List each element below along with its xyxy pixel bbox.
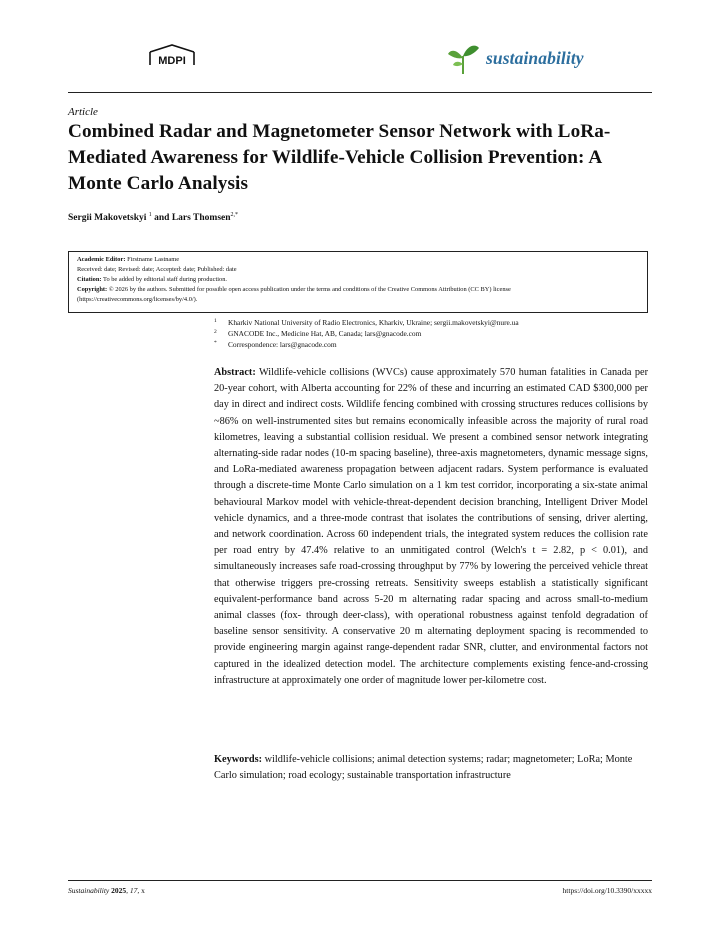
affiliation-mark: * xyxy=(214,340,217,346)
footer-doi[interactable]: https://doi.org/10.3390/xxxxx xyxy=(562,886,652,895)
keywords-label: Keywords: xyxy=(214,754,263,765)
correspondence-text: Correspondence: lars@gnacode.com xyxy=(228,340,337,349)
copyright-value: © 2026 by the authors. Submitted for possible open access publication under the terms and conditions of the Creative Commons Attribution (CC BY) license xyxy=(108,286,511,293)
citation-value: To be added by editorial staff during production. xyxy=(102,276,228,283)
affiliation-mark: 1 xyxy=(214,318,217,324)
copyright-row xyxy=(77,285,647,295)
academic-editor-row xyxy=(77,255,647,265)
author-name: Lars Thomsen xyxy=(171,213,231,224)
author-affiliation-mark: 1 xyxy=(148,212,152,218)
dates-row: Received: date; Revised: date; Accepted: date; Published: date xyxy=(77,266,237,273)
author-affiliation-mark: 2,* xyxy=(230,212,239,218)
mdpi-logo-text: MDPI xyxy=(158,55,186,67)
footer-journal: Sustainability xyxy=(68,886,110,895)
author-list xyxy=(68,212,238,223)
license-link[interactable]: (https://creativecommons.org/licenses/by/4.0/). xyxy=(77,296,198,303)
footer-citation: Sustainability 2025, 17, x xyxy=(68,886,145,895)
copyright-label: Copyright: xyxy=(77,286,108,293)
footer-divider xyxy=(68,880,652,881)
article-type: Article xyxy=(68,106,98,118)
citation-row xyxy=(77,275,647,285)
author-name: Sergii Makovetskyi xyxy=(68,213,147,224)
affiliation-mark: 2 xyxy=(214,329,217,335)
citation-label: Citation: xyxy=(77,276,102,283)
journal-logo xyxy=(446,40,584,76)
affiliation-item xyxy=(214,328,519,339)
abstract-label: Abstract: xyxy=(214,367,256,378)
keywords-text: wildlife-vehicle collisions; animal detection systems; radar; magnetometer; LoRa; Monte Carlo simulation; road ecology; sustainable transportation infrastructure xyxy=(214,754,633,782)
affiliation-text: Kharkiv National University of Radio Electronics, Kharkiv, Ukraine; sergii.makovetskyi@nure.ua xyxy=(228,318,519,327)
article-info-box xyxy=(68,251,648,313)
leaf-icon xyxy=(446,40,480,76)
journal-name: sustainability xyxy=(486,47,584,68)
footer-volume: 17 xyxy=(129,886,138,895)
affiliation-item xyxy=(214,317,519,328)
editor-label: Academic Editor: xyxy=(77,256,126,263)
editor-value: Firstname Lastname xyxy=(127,256,180,263)
mdpi-logo-icon xyxy=(146,43,198,69)
correspondence-item xyxy=(214,339,519,350)
header-divider xyxy=(68,92,652,93)
mdpi-logo xyxy=(146,43,198,69)
keywords xyxy=(214,752,648,784)
footer-year: 2025 xyxy=(111,886,127,895)
affiliations xyxy=(214,317,519,350)
abstract xyxy=(214,365,648,689)
footer-article-no: x xyxy=(141,886,145,895)
paper-title: Combined Radar and Magnetometer Sensor Network with LoRa-Mediated Awareness for Wildlife-Vehicle Collision Prevention: A Monte Carlo Analysis xyxy=(68,121,611,194)
author-join: and xyxy=(154,213,170,224)
abstract-text: Wildlife-vehicle collisions (WVCs) cause approximately 570 human fatalities in Canada per 20-year cohort, with Alberta accounting for 22% of these and incurring an estimated CAD $300,000 per day in direct and indirect costs. Wildlife fencing combined with crossing structures reduces collisions by ~86% on well-instrumented sites but remains economically infeasible across the majority of rural road kilometres, leaving a substantial collision residual. We present a combined sensor network integrating alternating-side radar nodes (10-m spacing baseline), three-axis magnetometers, dynamic message signs, and LoRa-mediated awareness propagation between adjacent radars. System performance is evaluated through a discrete-time Monte Carlo simulation on a 1 km test corridor, incorporating a six-state animal behavioural Markov model with vehicle-threat-dependent decision branching, Intelligent Driver Model vehicle dynamics, and a three-mode contrast that isolates the contributions of sensing, driver alerting, and network coordination. Across 60 independent trials, the integrated system reduces the collision rate per road entry by 47.4% relative to an unmitigated control (Welch's t = 2.82, p < 0.01), and simultaneously increases safe road-crossing throughput by 77% by lowering the perceived vehicle threat that otherwise triggers pre-crossing retreats. Sensitivity sweeps establish a statistically significant equivalent-performance band across 5-20 m alternating radar spacing and across small-to-medium animal classes (fox- through deer-class), with operational robustness against tenfold degradation of baseline sensor sensitivity. A conservative 20 m alternating deployment spacing is recommended to provide engineering margin against range-dependent radar SNR, clutter, and environmental factors not captured in the idealized detection model. The architecture complements existing fence-and-crossing infrastructure at approximately one order of magnitude lower per-kilometre cost. xyxy=(214,367,649,686)
affiliation-text: GNACODE Inc., Medicine Hat, AB, Canada; lars@gnacode.com xyxy=(228,329,422,338)
